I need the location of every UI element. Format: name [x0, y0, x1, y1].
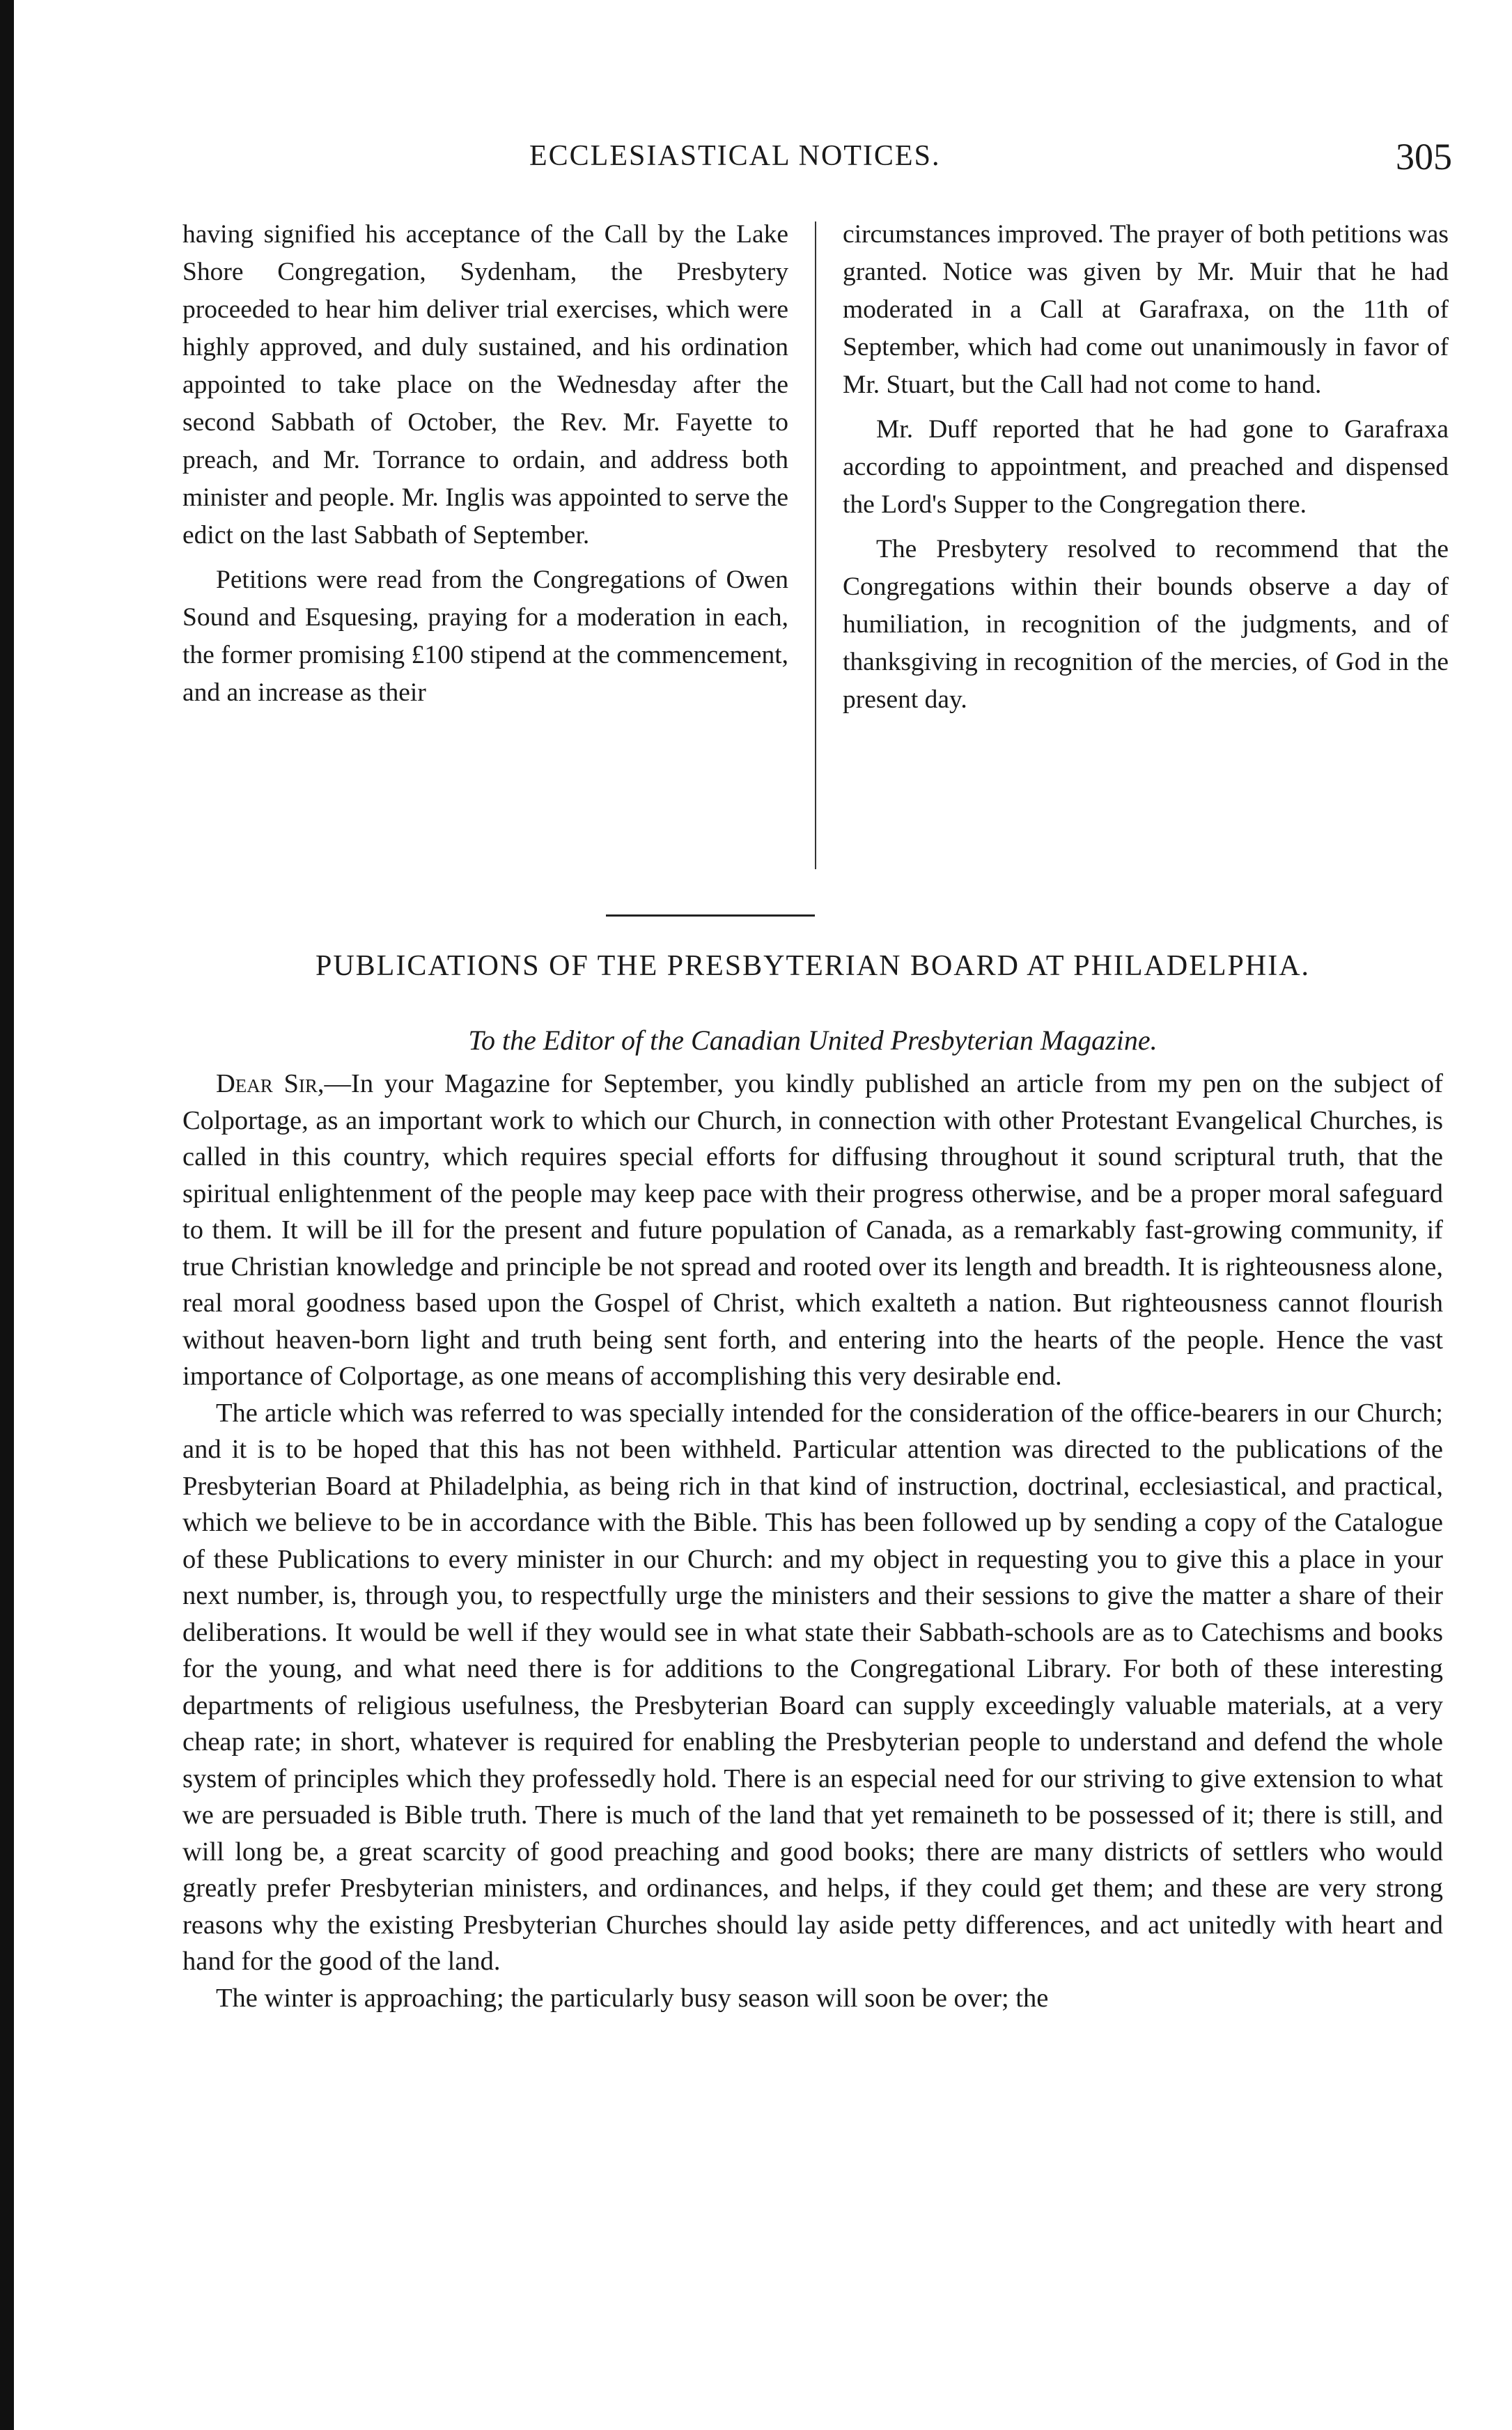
right-paragraph-2: Mr. Duff reported that he had gone to Garafraxa according to appointment, and preached and dispensed the Lord's Supper to the Congregation there.	[843, 415, 1449, 519]
left-paragraph-2: Petitions were read from the Congregations of Owen Sound and Esquesing, praying for a moderation in each, the former promising £100 stipend at the commencement, and an increase as their	[182, 566, 788, 707]
scan-edge-bar	[0, 0, 14, 2430]
column-divider	[815, 221, 816, 869]
right-paragraph-1: circumstances improved. The prayer of both petitions was granted. Notice was given by Mr. Muir that he had moderated in a Call at Garafraxa, on the 11th of September, which had come out unanimously in favor of Mr. Stuart, but the Call had not come to hand.	[843, 220, 1449, 399]
running-head: ECCLESIASTICAL NOTICES.	[529, 140, 941, 172]
salutation-line: To the Editor of the Canadian United Presbyterian Magazine.	[468, 1025, 1158, 1056]
left-paragraph-1: having signified his acceptance of the Call by the Lake Shore Congregation, Sydenham, the Presbytery proceeded to hear him deliver trial exercises, which were highly approved, and duly sustained, and his ordination appointed to take place on the Wednesday after the second Sabbath of October, the Rev. Mr. Fayette to preach, and Mr. Torrance to ordain, and address both minister and people. Mr. Inglis was appointed to serve the edict on the last Sabbath of September.	[182, 220, 788, 550]
letter-paragraph-2: The article which was referred to was specially intended for the consideration of the office-bearers in our Church; and it is to be hoped that this has not been withheld. Particular attention was directed to the publications of the Presbyterian Board at Philadelphia, as being rich in that kind of instruction, doctrinal, ecclesiastical, and practical, which we believe to be in accordance with the Bible. This has been followed up by sending a copy of the Catalogue of these Publications to every minister in our Church: and my object in requesting you to give this a place in your next number, is, through you, to respectfully urge the ministers and their sessions to give the matter a share of their deliberations. It would be well if they would see in what state their Sabbath-schools are as to Catechisms and books for the young, and what need there is for additions to the Congregational Library. For both of these interesting departments of religious usefulness, the Presbyterian Board can supply exceedingly valuable materials, at a very cheap rate; in short, whatever is required for enabling the Presbyterian people to understand and defend the whole system of principles which they professedly hold. There is an especial need for our striving to give extension to what we are persuaded is Bible truth. There is much of the land that yet remaineth to be possessed of it; there is still, and will long be, a great scarcity of good preaching and good books; there are many districts of settlers who would greatly prefer Presbyterian ministers, and ordinances, and helps, if they could get them; and these are very strong reasons why the existing Presbyterian Churches should lay aside petty differences, and act unitedly with heart and hand for the good of the land.	[182, 1398, 1443, 1976]
letter-paragraph-1	[182, 1066, 1443, 1395]
letter-opening: Dear Sir,	[216, 1069, 325, 1098]
right-column	[843, 216, 1449, 878]
two-column-notices	[182, 216, 1449, 878]
letter-body	[182, 1066, 1443, 2396]
page-header	[174, 136, 1452, 188]
right-paragraph-3: The Presbytery resolved to recommend that the Congregations within their bounds observe a day of humiliation, in recognition of the judgments, and of thanksgiving in recognition of the mercies, of God in the present day.	[843, 535, 1449, 714]
letter-paragraph-1-text: —In your Magazine for September, you kindly published an article from my pen on the subject of Colportage, as an important work to which our Church, in connection with other Protestant Evangelical Churches, is called in this country, which requires special efforts for diffusing throughout it sound scriptural truth, that the spiritual enlightenment of the people may keep pace with their progress otherwise, and be a proper moral safeguard to them. It will be ill for the present and future population of Canada, as a remarkably fast-growing community, if true Christian knowledge and principle be not spread and rooted over its length and breadth. It is righteousness alone, real moral goodness based upon the Gospel of Christ, which exalteth a nation. But righteousness cannot flourish without heaven-born light and truth being sent forth, and entering into the hearts of the people. Hence the vast importance of Colportage, as one means of accomplishing this very desirable end.	[182, 1069, 1443, 1391]
letter-paragraph-3: The winter is approaching; the particularly busy season will soon be over; the	[216, 1983, 1049, 2013]
page-number: 305	[1396, 136, 1452, 178]
left-column	[182, 216, 788, 878]
section-rule	[606, 914, 815, 917]
section-title: PUBLICATIONS OF THE PRESBYTERIAN BOARD AT PHILADELPHIA.	[315, 950, 1311, 982]
